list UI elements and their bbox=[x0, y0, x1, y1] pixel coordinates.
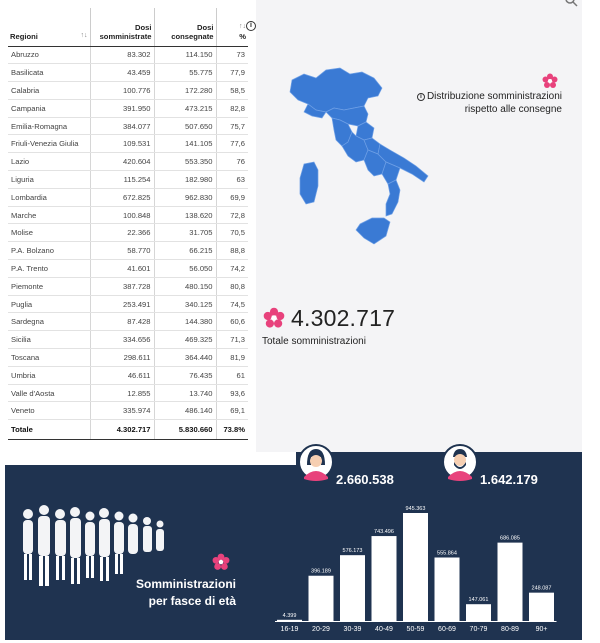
total-percent: 73.8% bbox=[216, 420, 248, 440]
percent-cell: 60,6 bbox=[216, 313, 248, 331]
map-calabria-region bbox=[386, 180, 400, 216]
flower-icon bbox=[212, 553, 230, 571]
percent-cell: 69,9 bbox=[216, 188, 248, 206]
region-cell: Lombardia bbox=[8, 188, 90, 206]
header-administered[interactable]: Dosi somministrate bbox=[90, 8, 154, 46]
percent-cell: 88,8 bbox=[216, 242, 248, 260]
delivered-cell: 469.325 bbox=[154, 331, 216, 349]
table-row bbox=[8, 135, 248, 153]
age-section-title: Somministrazioni per fasce di età bbox=[135, 577, 236, 608]
region-cell: Molise bbox=[8, 224, 90, 242]
delivered-cell: 553.350 bbox=[154, 153, 216, 171]
category-tick-label: 60-69 bbox=[438, 626, 456, 633]
table-row bbox=[8, 313, 248, 331]
category-tick-label: 70-79 bbox=[469, 626, 488, 633]
total-delivered: 5.830.660 bbox=[154, 420, 216, 440]
bar-30-39[interactable] bbox=[340, 555, 365, 621]
administered-cell: 253.491 bbox=[90, 295, 154, 313]
region-cell: Toscana bbox=[8, 349, 90, 367]
delivered-cell: 473.215 bbox=[154, 99, 216, 117]
total-administered: 4.302.717 bbox=[90, 420, 154, 440]
percent-cell: 58,5 bbox=[216, 82, 248, 100]
region-cell: Piemonte bbox=[8, 277, 90, 295]
total-region: Totale bbox=[8, 420, 90, 440]
delivered-cell: 962.830 bbox=[154, 188, 216, 206]
delivered-cell: 144.380 bbox=[154, 313, 216, 331]
bar-60-69[interactable] bbox=[435, 557, 460, 621]
category-tick-label: 20-29 bbox=[312, 626, 330, 633]
sort-arrows-icon[interactable]: ↑↓ bbox=[239, 23, 246, 31]
age-bar-chart bbox=[270, 475, 570, 640]
region-cell: Umbria bbox=[8, 366, 90, 384]
administered-cell: 87.428 bbox=[90, 313, 154, 331]
info-icon[interactable]: i bbox=[246, 21, 256, 31]
table-row bbox=[8, 153, 248, 171]
bar-value-label: 686.085 bbox=[500, 535, 520, 542]
table-row bbox=[8, 277, 248, 295]
delivered-cell: 76.435 bbox=[154, 366, 216, 384]
total-administrations-label: Totale somministrazioni bbox=[262, 336, 366, 347]
table-row bbox=[8, 384, 248, 402]
region-cell: Sicilia bbox=[8, 331, 90, 349]
bar-40-49[interactable] bbox=[372, 536, 397, 621]
administered-cell: 46.611 bbox=[90, 366, 154, 384]
male-count: 1.642.179 bbox=[480, 472, 538, 487]
region-cell: Friuli-Venezia Giulia bbox=[8, 135, 90, 153]
bar-value-label: 743.496 bbox=[374, 529, 394, 536]
region-cell: Campania bbox=[8, 99, 90, 117]
bar-80-89[interactable] bbox=[498, 543, 523, 621]
bar-value-label: 396.189 bbox=[311, 568, 331, 575]
administered-cell: 672.825 bbox=[90, 188, 154, 206]
administered-cell: 100.776 bbox=[90, 82, 154, 100]
table-row bbox=[8, 242, 248, 260]
administered-cell: 12.855 bbox=[90, 384, 154, 402]
region-cell: Sardegna bbox=[8, 313, 90, 331]
bar-value-label: 555.864 bbox=[437, 550, 457, 557]
header-delivered[interactable]: Dosi consegnate bbox=[154, 8, 216, 46]
table-row bbox=[8, 188, 248, 206]
table-row bbox=[8, 402, 248, 420]
region-cell: P.A. Bolzano bbox=[8, 242, 90, 260]
table-row bbox=[8, 117, 248, 135]
category-tick-label: 90+ bbox=[535, 626, 548, 633]
administered-cell: 384.077 bbox=[90, 117, 154, 135]
administered-cell: 391.950 bbox=[90, 99, 154, 117]
percent-cell: 75,7 bbox=[216, 117, 248, 135]
delivered-cell: 31.705 bbox=[154, 224, 216, 242]
region-cell: Lazio bbox=[8, 153, 90, 171]
percent-cell: 82,8 bbox=[216, 99, 248, 117]
region-cell: Puglia bbox=[8, 295, 90, 313]
administered-cell: 41.601 bbox=[90, 260, 154, 278]
percent-cell: 74,5 bbox=[216, 295, 248, 313]
bar-20-29[interactable] bbox=[309, 576, 334, 621]
delivered-cell: 172.280 bbox=[154, 82, 216, 100]
flower-icon bbox=[542, 73, 558, 89]
percent-cell: 73 bbox=[216, 46, 248, 64]
map-sardegna-region bbox=[300, 162, 318, 204]
delivered-cell: 182.980 bbox=[154, 171, 216, 189]
table-row bbox=[8, 99, 248, 117]
category-tick-label: 80-89 bbox=[501, 626, 519, 633]
region-cell: Basilicata bbox=[8, 64, 90, 82]
delivered-cell: 507.650 bbox=[154, 117, 216, 135]
percent-cell: 61 bbox=[216, 366, 248, 384]
bar-value-label: 147.061 bbox=[468, 597, 489, 604]
administered-cell: 109.531 bbox=[90, 135, 154, 153]
administered-cell: 298.611 bbox=[90, 349, 154, 367]
header-region[interactable]: Regioni ↑↓ bbox=[8, 8, 90, 46]
bar-16-19[interactable] bbox=[277, 620, 302, 621]
delivered-cell: 13.740 bbox=[154, 384, 216, 402]
header-percent[interactable]: ↑↓ % bbox=[216, 8, 248, 46]
zoom-icon[interactable] bbox=[565, 0, 579, 8]
delivered-cell: 138.620 bbox=[154, 206, 216, 224]
table-row bbox=[8, 331, 248, 349]
bar-value-label: 945.363 bbox=[405, 506, 426, 512]
percent-cell: 81,9 bbox=[216, 349, 248, 367]
delivered-cell: 55.775 bbox=[154, 64, 216, 82]
region-cell: P.A. Trento bbox=[8, 260, 90, 278]
table-row bbox=[8, 349, 248, 367]
bar-70-79[interactable] bbox=[466, 604, 491, 621]
percent-cell: 72,8 bbox=[216, 206, 248, 224]
administered-cell: 335.974 bbox=[90, 402, 154, 420]
region-cell: Calabria bbox=[8, 82, 90, 100]
percent-cell: 63 bbox=[216, 171, 248, 189]
region-cell: Marche bbox=[8, 206, 90, 224]
map-sicilia-region bbox=[356, 218, 390, 244]
table-row bbox=[8, 64, 248, 82]
table-total-row bbox=[8, 420, 248, 440]
info-icon[interactable]: i bbox=[417, 93, 425, 101]
administered-cell: 83.302 bbox=[90, 46, 154, 64]
administered-cell: 43.459 bbox=[90, 64, 154, 82]
percent-cell: 76 bbox=[216, 153, 248, 171]
flower-icon bbox=[263, 307, 285, 329]
region-cell: Liguria bbox=[8, 171, 90, 189]
percent-cell: 74,2 bbox=[216, 260, 248, 278]
percent-cell: 77,6 bbox=[216, 135, 248, 153]
administered-cell: 420.604 bbox=[90, 153, 154, 171]
region-cell: Abruzzo bbox=[8, 46, 90, 64]
table-row bbox=[8, 171, 248, 189]
administered-cell: 387.728 bbox=[90, 277, 154, 295]
bar-90+[interactable] bbox=[529, 593, 554, 621]
region-cell: Veneto bbox=[8, 402, 90, 420]
administered-cell: 58.770 bbox=[90, 242, 154, 260]
percent-cell: 80,8 bbox=[216, 277, 248, 295]
female-count: 2.660.538 bbox=[336, 472, 394, 487]
percent-cell: 69,1 bbox=[216, 402, 248, 420]
sort-arrows-icon[interactable]: ↑↓ bbox=[80, 32, 88, 40]
percent-cell: 77,9 bbox=[216, 64, 248, 82]
distribution-label: i Distribuzione somministrazioni rispetto alle consegne bbox=[390, 90, 562, 116]
administered-cell: 334.656 bbox=[90, 331, 154, 349]
table-row bbox=[8, 295, 248, 313]
delivered-cell: 141.105 bbox=[154, 135, 216, 153]
table-row bbox=[8, 82, 248, 100]
table-row bbox=[8, 206, 248, 224]
bar-50-59[interactable] bbox=[403, 513, 428, 621]
administered-cell: 115.254 bbox=[90, 171, 154, 189]
percent-cell: 71,3 bbox=[216, 331, 248, 349]
table-row bbox=[8, 260, 248, 278]
delivered-cell: 66.215 bbox=[154, 242, 216, 260]
table-row bbox=[8, 366, 248, 384]
percent-cell: 70,5 bbox=[216, 224, 248, 242]
category-tick-label: 50-59 bbox=[406, 626, 425, 633]
category-tick-label: 16-19 bbox=[280, 626, 299, 633]
bar-value-label: 4.399 bbox=[282, 612, 297, 619]
delivered-cell: 114.150 bbox=[154, 46, 216, 64]
delivered-cell: 340.125 bbox=[154, 295, 216, 313]
bar-value-label: 248.087 bbox=[531, 585, 552, 592]
delivered-cell: 56.050 bbox=[154, 260, 216, 278]
percent-cell: 93,6 bbox=[216, 384, 248, 402]
region-cell: Valle d'Aosta bbox=[8, 384, 90, 402]
region-cell: Emilia-Romagna bbox=[8, 117, 90, 135]
administered-cell: 100.848 bbox=[90, 206, 154, 224]
category-tick-label: 40-49 bbox=[375, 626, 393, 633]
regions-table bbox=[8, 8, 248, 440]
administered-cell: 22.366 bbox=[90, 224, 154, 242]
table-row bbox=[8, 46, 248, 64]
delivered-cell: 480.150 bbox=[154, 277, 216, 295]
delivered-cell: 364.440 bbox=[154, 349, 216, 367]
total-administrations-value: 4.302.717 bbox=[291, 305, 396, 331]
bar-value-label: 576.173 bbox=[342, 548, 363, 555]
category-tick-label: 30-39 bbox=[343, 626, 362, 633]
map-north-region bbox=[290, 68, 382, 112]
table-row bbox=[8, 224, 248, 242]
delivered-cell: 486.140 bbox=[154, 402, 216, 420]
